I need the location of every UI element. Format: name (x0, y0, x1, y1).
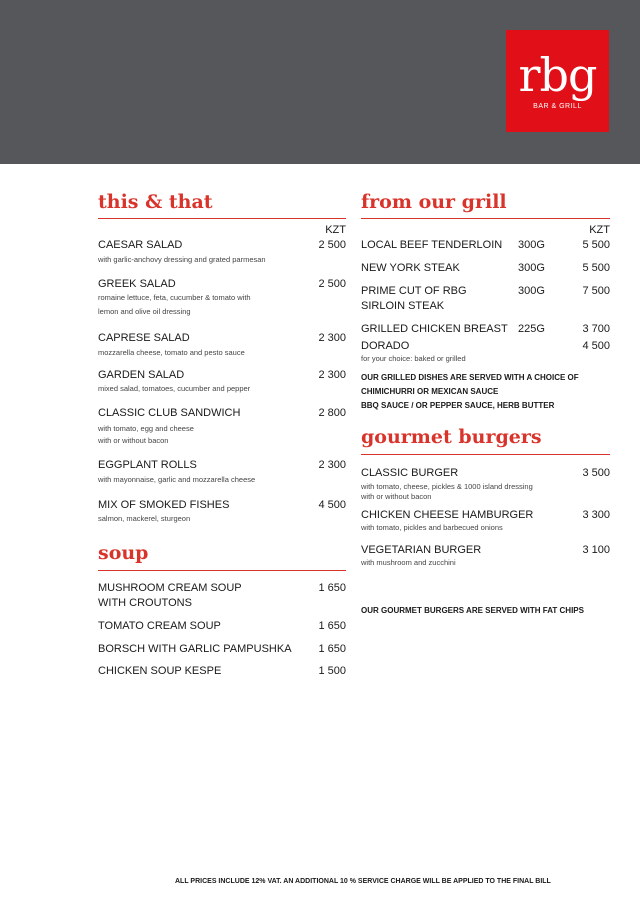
item-weight: 225G (518, 323, 545, 335)
currency-header: KZT (325, 224, 346, 236)
currency-header: KZT (589, 224, 610, 236)
item-price: 7 500 (582, 285, 610, 297)
item-description: with tomato, egg and cheese with or without bacon (98, 424, 194, 445)
item-description: with tomato, pickles and barbecued onions (361, 523, 503, 532)
item-name: BORSCH WITH GARLIC PAMPUSHKA (98, 643, 292, 655)
item-name: GRILLED CHICKEN BREAST (361, 323, 508, 335)
item-name: PRIME CUT OF RBG SIRLOIN STEAK (361, 285, 467, 312)
item-name: LOCAL BEEF TENDERLOIN (361, 239, 503, 251)
item-description: with mayonnaise, garlic and mozzarella cheese (98, 475, 256, 484)
item-description: with garlic-anchovy dressing and grated parmesan (98, 255, 266, 264)
section-divider (361, 218, 610, 219)
item-description: with tomato, cheese, pickles & 1000 island dressing with or without bacon (361, 482, 533, 501)
item-name: MUSHROOM CREAM SOUP WITH CROUTONS (98, 582, 242, 609)
logo-wordmark: rbg (518, 48, 597, 102)
item-name: DORADO (361, 340, 410, 352)
item-price: 1 650 (318, 620, 346, 632)
item-weight: 300G (518, 285, 545, 297)
rbg-logo (506, 30, 609, 132)
item-price: 5 500 (582, 239, 610, 251)
item-price: 3 300 (582, 509, 610, 521)
item-name: CHICKEN CHEESE HAMBURGER (361, 509, 534, 521)
item-price: 1 650 (318, 582, 346, 594)
item-price: 2 500 (318, 239, 346, 251)
item-weight: 300G (518, 239, 545, 251)
item-name: GARDEN SALAD (98, 369, 185, 381)
item-price: 1 650 (318, 643, 346, 655)
item-name: CLASSIC CLUB SANDWICH (98, 407, 241, 419)
item-weight: 300G (518, 262, 545, 274)
item-description: mozzarella cheese, tomato and pesto sauce (98, 348, 245, 357)
item-price: 4 500 (582, 340, 610, 352)
item-name: CHICKEN SOUP KESPE (98, 665, 222, 677)
section-divider (98, 218, 346, 219)
section-title-grill: from our grill (361, 191, 507, 213)
item-price: 2 300 (318, 332, 346, 344)
item-description: for your choice: baked or grilled (361, 354, 466, 363)
item-price: 5 500 (582, 262, 610, 274)
item-name: NEW YORK STEAK (361, 262, 460, 274)
item-price: 2 800 (318, 407, 346, 419)
logo-subtitle: BAR & GRILL (533, 103, 582, 110)
item-price: 3 700 (582, 323, 610, 335)
item-price: 3 100 (582, 544, 610, 556)
section-divider (361, 454, 610, 455)
item-description: mixed salad, tomatoes, cucumber and pepper (98, 384, 251, 393)
section-title-this-that: this & that (98, 191, 213, 213)
item-name: MIX OF SMOKED FISHES (98, 499, 230, 511)
item-name: EGGPLANT ROLLS (98, 459, 197, 471)
item-name: GREEK SALAD (98, 278, 176, 290)
section-divider (98, 570, 346, 571)
item-description: with mushroom and zucchini (361, 558, 456, 567)
item-description: salmon, mackerel, sturgeon (98, 514, 191, 523)
burger-chips-note: OUR GOURMET BURGERS ARE SERVED WITH FAT CHIPS (361, 606, 584, 615)
item-name: VEGETARIAN BURGER (361, 544, 482, 556)
vat-service-footer: ALL PRICES INCLUDE 12% VAT. AN ADDITIONAL 10 % SERVICE CHARGE WILL BE APPLIED TO THE FINAL BILL (175, 878, 551, 885)
item-price: 1 500 (318, 665, 346, 677)
item-price: 2 300 (318, 459, 346, 471)
item-description: romaine lettuce, feta, cucumber & tomato with lemon and olive oil dressing (98, 293, 251, 316)
item-name: CLASSIC BURGER (361, 467, 459, 479)
section-title-burgers: gourmet burgers (361, 426, 542, 448)
item-price: 2 300 (318, 369, 346, 381)
grill-sauce-note: OUR GRILLED DISHES ARE SERVED WITH A CHOICE OF CHIMICHURRI OR MEXICAN SAUCE BBQ SAUCE / OR PEPPER SAUCE, HERB BUTTER (361, 373, 579, 410)
item-name: TOMATO CREAM SOUP (98, 620, 221, 632)
item-name: CAPRESE SALAD (98, 332, 190, 344)
item-price: 2 500 (318, 278, 346, 290)
item-price: 4 500 (318, 499, 346, 511)
item-price: 3 500 (582, 467, 610, 479)
section-title-soup: soup (98, 542, 149, 564)
item-name: CAESAR SALAD (98, 239, 183, 251)
